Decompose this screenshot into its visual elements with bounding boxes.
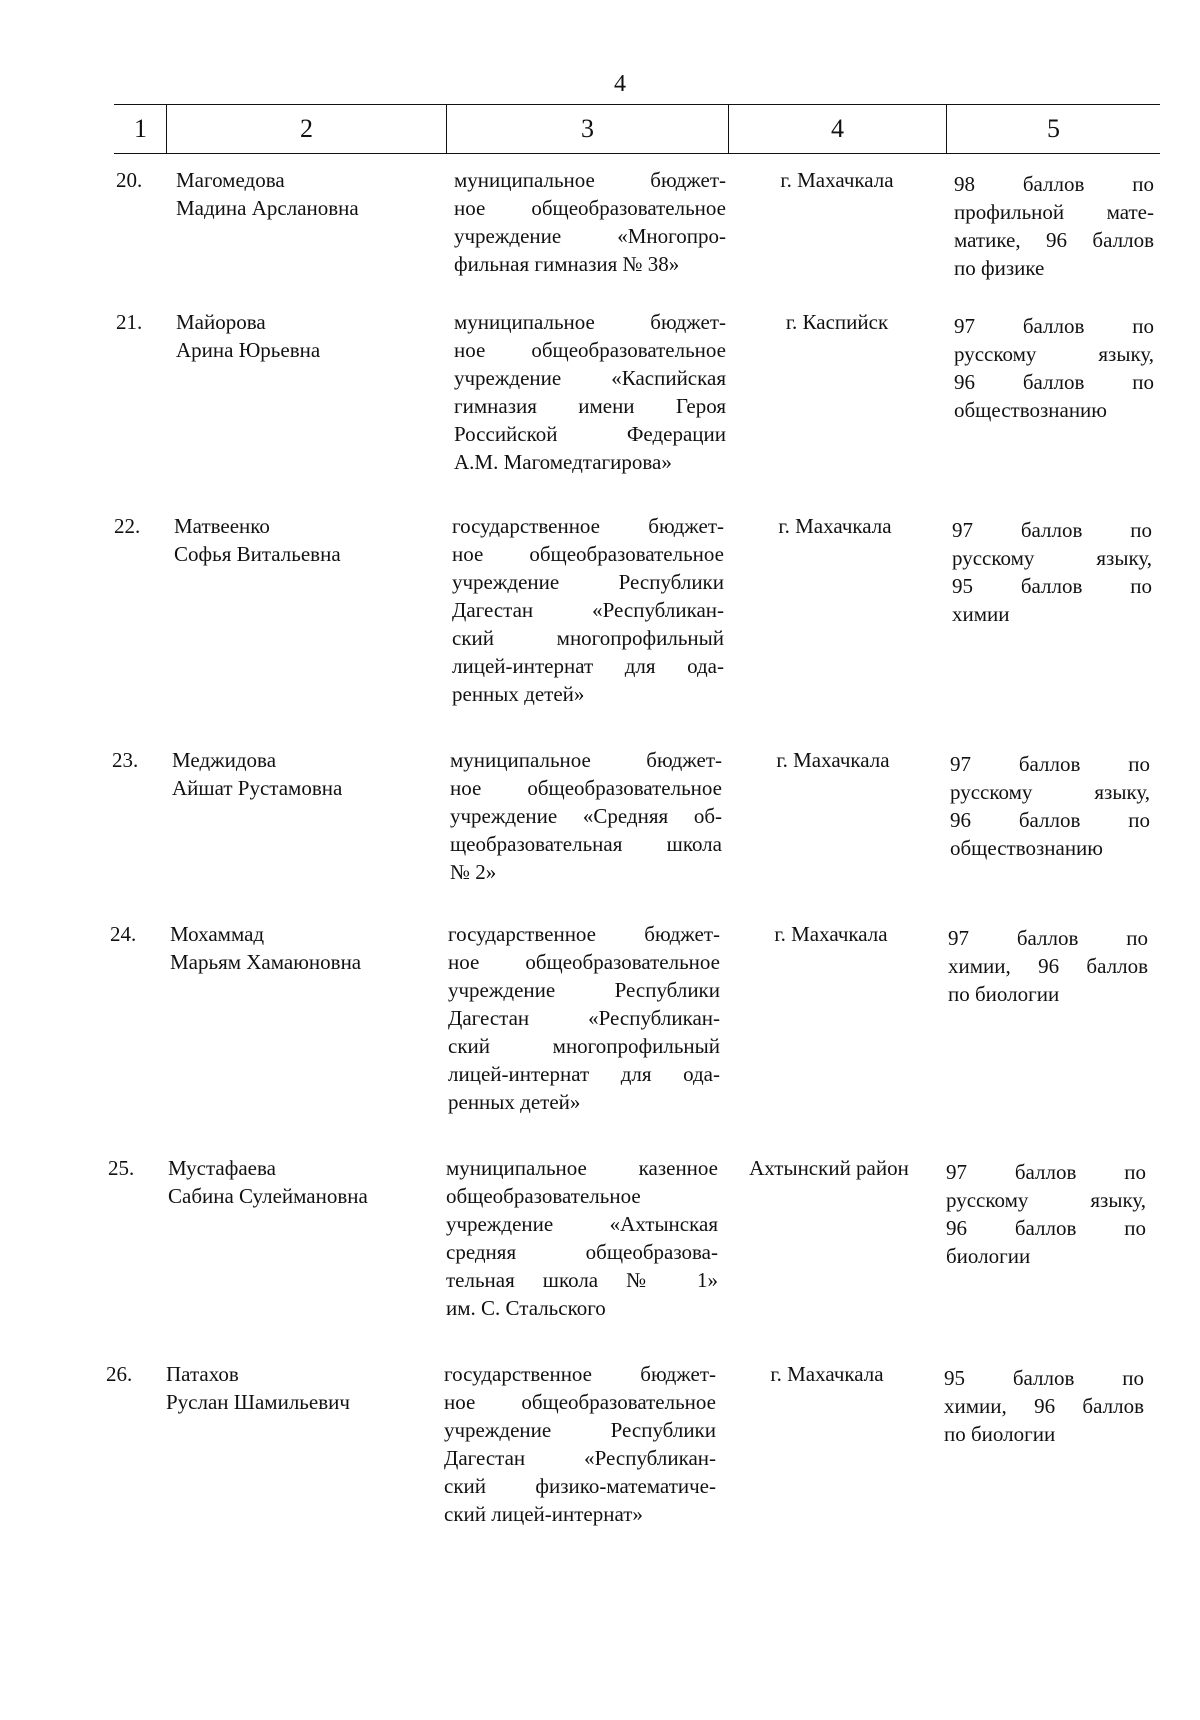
- institution-line: ное общеобразовательное: [452, 542, 724, 566]
- location: г. Махачкала: [774, 922, 888, 946]
- exam-scores: [942, 746, 1156, 886]
- institution: [436, 1360, 718, 1528]
- exam-scores: [936, 1360, 1150, 1528]
- institution-line: фильная гимназия № 38»: [454, 252, 680, 276]
- score-line: 96 баллов по: [954, 370, 1154, 394]
- row-number: 26.: [106, 1362, 133, 1386]
- score-line: русскому языку,: [946, 1188, 1146, 1212]
- institution-line: Дагестан «Республикан-: [452, 598, 724, 622]
- institution-line: лицей-интернат для ода-: [448, 1062, 720, 1086]
- name-line: Айшат Рустамовна: [172, 776, 343, 800]
- location: Ахтынский район: [749, 1156, 909, 1180]
- institution-line: муниципальное бюджет-: [454, 310, 726, 334]
- institution-line: учреждение «Многопро-: [454, 224, 726, 248]
- exam-scores: [938, 1154, 1152, 1322]
- institution-line: Дагестан «Республикан-: [444, 1446, 716, 1470]
- name-line: Сабина Сулеймановна: [168, 1184, 368, 1208]
- row-number: 22.: [114, 514, 141, 538]
- institution: [446, 308, 728, 476]
- institution-line: государственное бюджет-: [444, 1362, 716, 1386]
- name-line: Меджидова: [172, 748, 277, 772]
- institution-line: гимназия имени Героя: [454, 394, 726, 418]
- table-row: [106, 1154, 1152, 1322]
- score-line: 97 баллов по: [950, 752, 1150, 776]
- person-name: [164, 512, 444, 708]
- institution-line: щеобразовательная школа: [450, 832, 722, 856]
- institution: [442, 746, 724, 886]
- row-number: 21.: [116, 310, 143, 334]
- results-table: [106, 104, 1160, 1526]
- institution: [446, 166, 728, 282]
- institution-line: № 2»: [450, 860, 497, 884]
- institution-line: Дагестан «Республикан-: [448, 1006, 720, 1030]
- name-line: Марьям Хамаюновна: [170, 950, 362, 974]
- score-line: 98 баллов по: [954, 172, 1154, 196]
- person-name: [158, 1154, 438, 1322]
- score-line: обществознанию: [950, 836, 1103, 860]
- institution-line: тельная школа № 1»: [446, 1268, 718, 1292]
- score-line: профильной мате-: [954, 200, 1154, 224]
- person-name: [162, 746, 442, 886]
- institution: [440, 920, 722, 1116]
- person-name: [160, 920, 440, 1116]
- exam-scores: [944, 512, 1158, 708]
- table-row: [112, 512, 1158, 708]
- score-line: 96 баллов по: [950, 808, 1150, 832]
- name-line: Патахов: [166, 1362, 239, 1386]
- header-col-4: 4: [728, 105, 946, 153]
- person-name: [166, 308, 446, 476]
- institution-line: ное общеобразовательное: [450, 776, 722, 800]
- institution-line: ренных детей»: [452, 682, 585, 706]
- institution-line: им. С. Стальского: [446, 1296, 606, 1320]
- row-number: 24.: [110, 922, 137, 946]
- institution-line: государственное бюджет-: [452, 514, 724, 538]
- exam-scores: [946, 308, 1160, 476]
- location: г. Махачкала: [776, 748, 890, 772]
- score-line: по физике: [954, 256, 1045, 280]
- table-row: [104, 1360, 1150, 1528]
- score-line: 97 баллов по: [954, 314, 1154, 338]
- institution-line: ский многопрофильный: [448, 1034, 720, 1058]
- table-row: [110, 746, 1156, 886]
- table-row: [114, 308, 1160, 476]
- institution-line: А.М. Магомедтагирова»: [454, 450, 672, 474]
- header-col-5: 5: [946, 105, 1160, 153]
- header-col-1: 1: [134, 114, 147, 143]
- name-line: Руслан Шамильевич: [166, 1390, 350, 1414]
- table-row: [114, 166, 1160, 282]
- institution-line: общеобразовательное: [446, 1184, 641, 1208]
- name-line: Мустафаева: [168, 1156, 276, 1180]
- institution-line: ное общеобразовательное: [444, 1390, 716, 1414]
- institution-line: лицей-интернат для ода-: [452, 654, 724, 678]
- table-row: [108, 920, 1154, 1116]
- person-name: [166, 166, 446, 282]
- name-line: Арина Юрьевна: [176, 338, 321, 362]
- score-line: химии: [952, 602, 1010, 626]
- header-col-3: 3: [446, 105, 728, 153]
- row-number: 20.: [116, 168, 143, 192]
- name-line: Матвеенко: [174, 514, 270, 538]
- score-line: 97 баллов по: [948, 926, 1148, 950]
- institution-line: ренных детей»: [448, 1090, 581, 1114]
- name-line: Мадина Арслановна: [176, 196, 359, 220]
- score-line: русскому языку,: [954, 342, 1154, 366]
- score-line: химии, 96 баллов: [948, 954, 1148, 978]
- institution-line: ное общеобразовательное: [448, 950, 720, 974]
- location: г. Махачкала: [780, 168, 894, 192]
- score-line: 97 баллов по: [952, 518, 1152, 542]
- score-line: 97 баллов по: [946, 1160, 1146, 1184]
- header-col-2: 2: [166, 105, 446, 153]
- score-line: химии, 96 баллов: [944, 1394, 1144, 1418]
- location: г. Махачкала: [778, 514, 892, 538]
- person-name: [156, 1360, 436, 1528]
- institution-line: учреждение Республики: [448, 978, 720, 1002]
- location: г. Махачкала: [770, 1362, 884, 1386]
- institution-line: ное общеобразовательное: [454, 196, 726, 220]
- score-line: 95 баллов по: [944, 1366, 1144, 1390]
- institution-line: учреждение Республики: [452, 570, 724, 594]
- name-line: Майорова: [176, 310, 266, 334]
- row-number: 25.: [108, 1156, 135, 1180]
- exam-scores: [946, 166, 1160, 282]
- exam-scores: [940, 920, 1154, 1116]
- score-line: биологии: [946, 1244, 1031, 1268]
- institution-line: учреждение «Средняя об-: [450, 804, 722, 828]
- institution-line: муниципальное бюджет-: [454, 168, 726, 192]
- name-line: Магомедова: [176, 168, 285, 192]
- institution-line: муниципальное казенное: [446, 1156, 718, 1180]
- name-line: Мохаммад: [170, 922, 265, 946]
- score-line: по биологии: [948, 982, 1060, 1006]
- score-line: 95 баллов по: [952, 574, 1152, 598]
- score-line: 96 баллов по: [946, 1216, 1146, 1240]
- institution-line: ное общеобразовательное: [454, 338, 726, 362]
- institution-line: учреждение Республики: [444, 1418, 716, 1442]
- institution-line: Российской Федерации: [454, 422, 726, 446]
- institution: [444, 512, 726, 708]
- institution: [438, 1154, 720, 1322]
- score-line: русскому языку,: [952, 546, 1152, 570]
- table-header: [114, 104, 1160, 154]
- score-line: по биологии: [944, 1422, 1056, 1446]
- page-number: 4: [614, 71, 626, 97]
- score-line: русскому языку,: [950, 780, 1150, 804]
- institution-line: государственное бюджет-: [448, 922, 720, 946]
- institution-line: средняя общеобразова-: [446, 1240, 718, 1264]
- institution-line: ский лицей-интернат»: [444, 1502, 643, 1526]
- row-number: 23.: [112, 748, 139, 772]
- score-line: матике, 96 баллов: [954, 228, 1154, 252]
- name-line: Софья Витальевна: [174, 542, 341, 566]
- institution-line: муниципальное бюджет-: [450, 748, 722, 772]
- institution-line: учреждение «Каспийская: [454, 366, 726, 390]
- institution-line: ский многопрофильный: [452, 626, 724, 650]
- institution-line: ский физико-математиче-: [444, 1474, 716, 1498]
- institution-line: учреждение «Ахтынская: [446, 1212, 718, 1236]
- location: г. Каспийск: [785, 310, 889, 334]
- score-line: обществознанию: [954, 398, 1107, 422]
